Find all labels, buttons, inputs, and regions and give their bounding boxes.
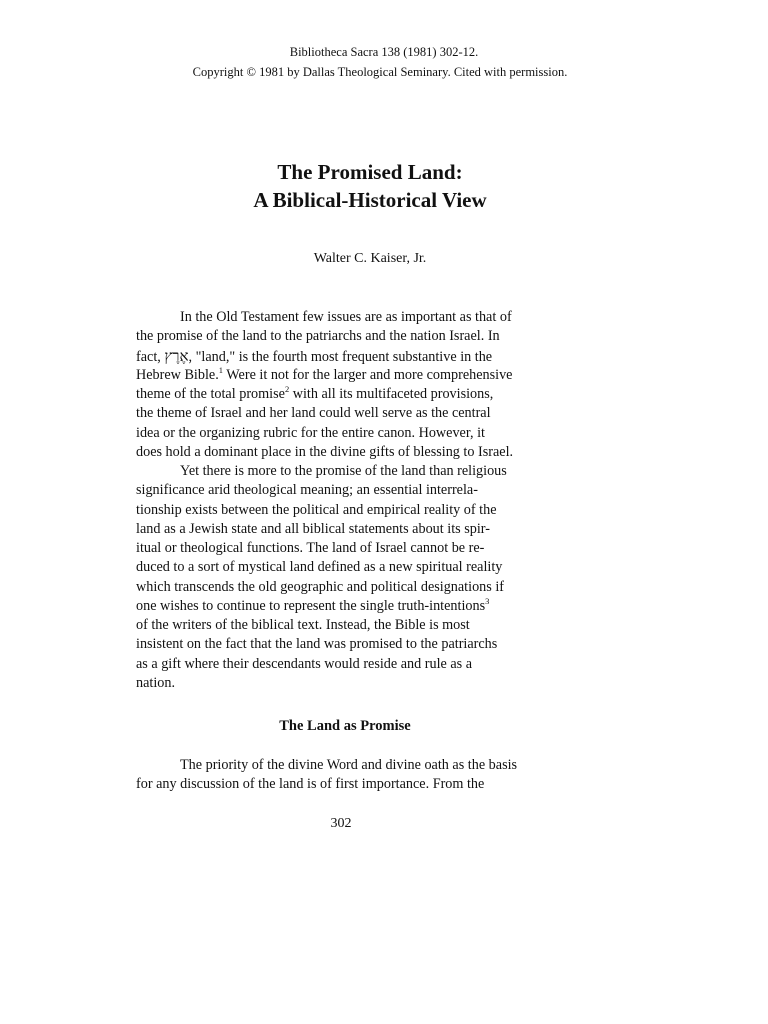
text-line: land as a Jewish state and all biblical statements about its spir- [136,520,490,537]
text-span: , "land," is the fourth most frequent substantive in the [188,348,493,365]
text-span: Were it not for the larger and more comprehensive [223,366,513,383]
page-number: 302 [330,816,352,831]
section-body [136,756,576,795]
citation-line-1: Bibliotheca Sacra 138 (1981) 302-12. [289,45,479,59]
copyright-line: Copyright © 1981 by Dallas Theological Seminary. Cited with permission. [192,65,568,79]
text-line: The priority of the divine Word and divine oath as the basis [180,757,518,773]
text-span: theme of the total promise [136,386,285,402]
text-line: duced to a sort of mystical land defined as a new spiritual reality [136,559,503,576]
text-line: insistent on the fact that the land was promised to the patriarchs [136,636,498,653]
text-span: fact, [136,348,165,365]
footnote-ref-2: 2 [284,384,290,394]
text-line: significance arid theological meaning; an essential interrela- [136,482,478,499]
article-title [0,158,740,214]
title-line-2: A Biblical-Historical View [253,188,487,212]
text-line [136,385,576,404]
text-line: for any discussion of the land is of first importance. From the [136,776,485,793]
text-line: the theme of Israel and her land could well serve as the central [136,405,491,422]
text-line: nation. [136,674,176,691]
article-body [136,308,576,693]
text-line [136,347,576,366]
text-line: idea or the organizing rubric for the entire canon. However, it [136,424,485,441]
section-heading: The Land as Promise [279,718,411,734]
text-line: Yet there is more to the promise of the land than religious [180,463,507,479]
text-line: of the writers of the biblical text. Instead, the Bible is most [136,617,470,633]
text-line: which transcends the old geographic and political designations if [136,578,504,595]
text-line: tionship exists between the political and empirical reality of the [136,501,497,518]
text-line [136,597,576,616]
text-line: does hold a dominant place in the divine gifts of blessing to Israel. [136,443,514,460]
author-name: Walter C. Kaiser, Jr. [313,251,427,266]
text-span: with all its multifaceted provisions, [289,386,494,402]
text-line: the promise of the land to the patriarchs and the nation Israel. In [136,328,500,345]
text-line: itual or theological functions. The land of Israel cannot be re- [136,540,485,556]
text-line [136,366,576,385]
title-line-1: The Promised Land: [277,160,463,184]
hebrew-word: אֶרֶץ [164,346,189,365]
text-span: one wishes to continue to represent the single truth-intentions [136,597,486,614]
footnote-ref-1: 1 [218,364,223,375]
text-span: Hebrew Bible. [136,366,219,383]
footnote-ref-3: 3 [485,595,490,606]
text-line: In the Old Testament few issues are as important as that of [180,309,512,325]
text-line: as a gift where their descendants would reside and rule as a [136,655,473,672]
